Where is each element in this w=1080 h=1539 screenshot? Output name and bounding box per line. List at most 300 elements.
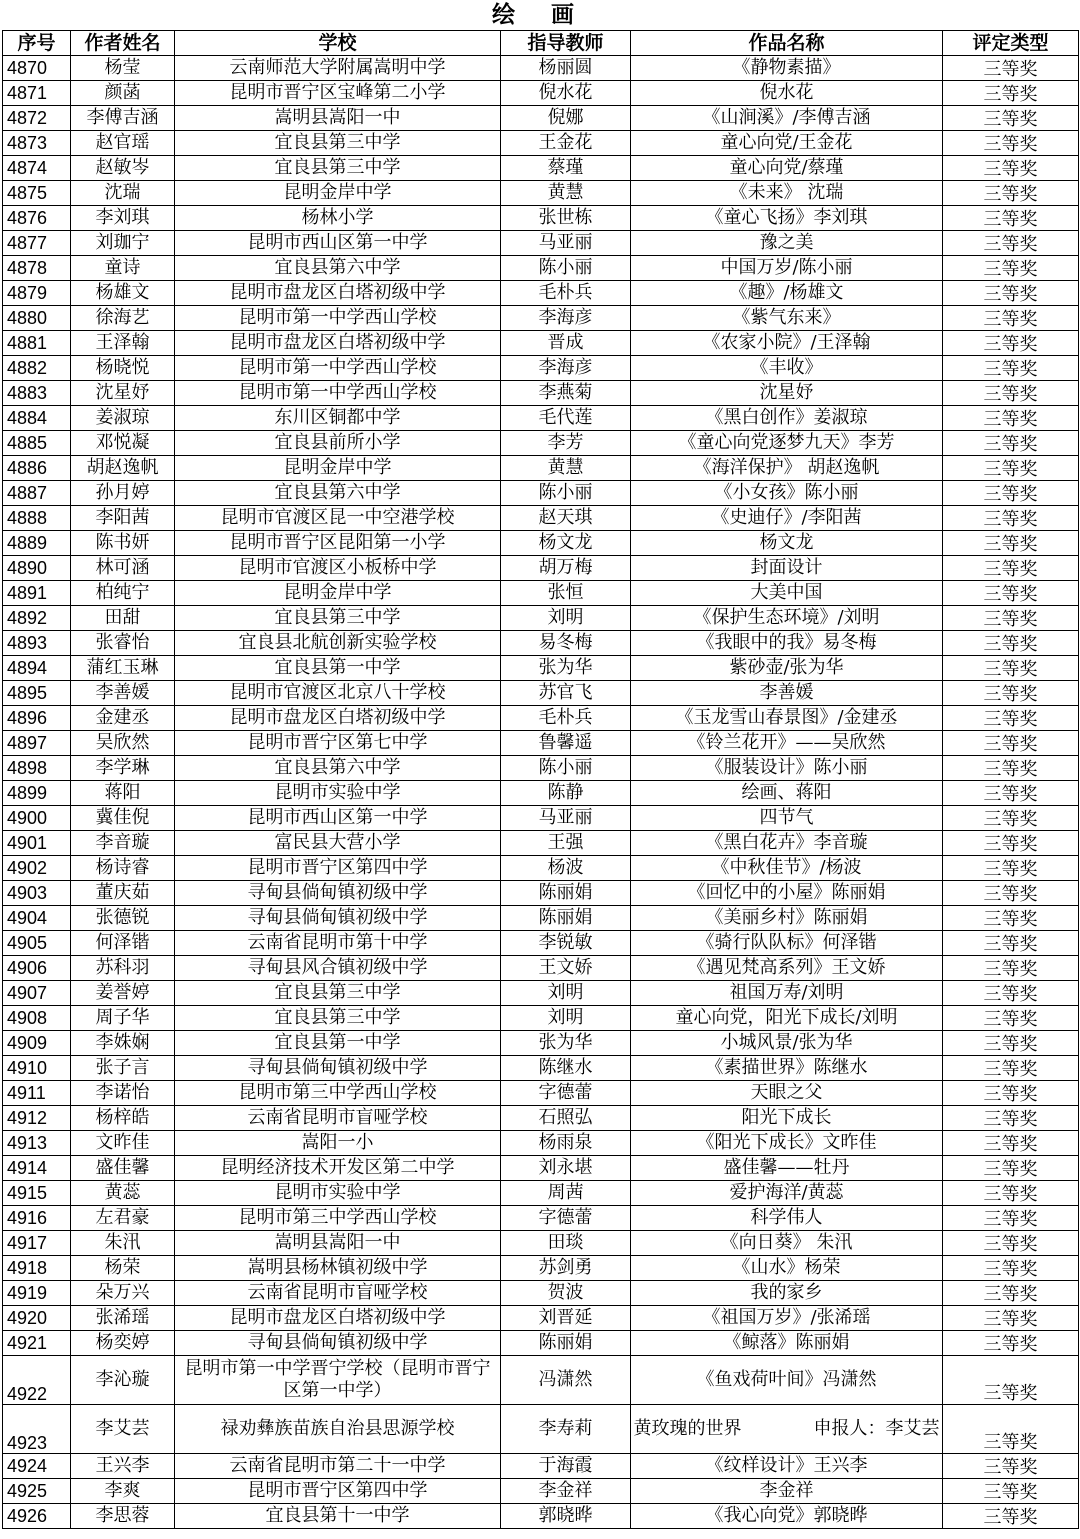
award-cell: 三等奖 [943,256,1079,281]
author-cell: 林可涵 [71,556,175,581]
serial-cell: 4898 [3,756,71,781]
author-cell: 柏纯宁 [71,581,175,606]
teacher-cell: 杨文龙 [501,531,631,556]
serial-cell: 4884 [3,406,71,431]
award-cell: 三等奖 [943,1331,1079,1356]
work-title-cell: 李金祥 [631,1479,943,1504]
school-cell: 嵩明县嵩阳一中 [175,106,501,131]
serial-cell: 4906 [3,956,71,981]
work-title-cell: 《海洋保护》 胡赵逸帆 [631,456,943,481]
serial-cell: 4876 [3,206,71,231]
school-cell: 昆明经济技术开发区第二中学 [175,1156,501,1181]
table-row [3,706,1079,731]
school-cell: 云南师范大学附属嵩明中学 [175,56,501,81]
serial-cell: 4880 [3,306,71,331]
teacher-cell: 刘晋延 [501,1306,631,1331]
table-row [3,556,1079,581]
teacher-cell: 李芳 [501,431,631,456]
author-cell: 王兴李 [71,1454,175,1479]
table-row [3,531,1079,556]
work-title-cell: 《静物素描》 [631,56,943,81]
school-cell: 昆明金岸中学 [175,581,501,606]
table-row [3,406,1079,431]
award-cell: 三等奖 [943,931,1079,956]
award-cell: 三等奖 [943,531,1079,556]
teacher-cell: 毛代莲 [501,406,631,431]
serial-cell: 4885 [3,431,71,456]
author-cell: 刘珈宁 [71,231,175,256]
award-cell: 三等奖 [943,356,1079,381]
teacher-cell: 胡万梅 [501,556,631,581]
school-cell: 宜良县第三中学 [175,1006,501,1031]
table-row [3,1479,1079,1504]
teacher-cell: 马亚丽 [501,806,631,831]
serial-cell: 4888 [3,506,71,531]
award-cell: 三等奖 [943,1256,1079,1281]
serial-cell: 4870 [3,56,71,81]
serial-cell: 4875 [3,181,71,206]
teacher-cell: 晋成 [501,331,631,356]
work-title-cell: 《我心向党》郭晓晔 [631,1504,943,1529]
table-row [3,1106,1079,1131]
teacher-cell: 蔡瑾 [501,156,631,181]
author-cell: 杨雄文 [71,281,175,306]
author-cell: 张子言 [71,1056,175,1081]
award-cell: 三等奖 [943,1006,1079,1031]
serial-cell: 4878 [3,256,71,281]
work-title-cell: 《服装设计》陈小丽 [631,756,943,781]
school-cell: 昆明市西山区第一中学 [175,806,501,831]
author-cell: 左君豪 [71,1206,175,1231]
table-body [3,56,1079,1529]
header-school: 学校 [175,31,501,56]
table-row [3,1454,1079,1479]
teacher-cell: 字德蕾 [501,1081,631,1106]
table-row [3,1405,1079,1454]
award-cell: 三等奖 [943,1156,1079,1181]
table-header-row [3,31,1079,56]
table-row [3,631,1079,656]
table-row [3,1156,1079,1181]
work-title-cell: 《遇见梵高系列》王文娇 [631,956,943,981]
serial-cell: 4879 [3,281,71,306]
teacher-cell: 易冬梅 [501,631,631,656]
table-row [3,1031,1079,1056]
work-title-cell: 封面设计 [631,556,943,581]
award-cell: 三等奖 [943,306,1079,331]
author-cell: 徐海艺 [71,306,175,331]
school-cell: 昆明市盘龙区白塔初级中学 [175,331,501,356]
award-cell: 三等奖 [943,1504,1079,1529]
school-cell: 寻甸县风合镇初级中学 [175,956,501,981]
school-cell: 宜良县第十一中学 [175,1504,501,1529]
table-row [3,456,1079,481]
serial-cell: 4892 [3,606,71,631]
work-title-cell: 黄玫瑰的世界 申报人：李艾芸 [631,1405,943,1454]
serial-cell: 4905 [3,931,71,956]
award-cell: 三等奖 [943,281,1079,306]
author-cell: 杨荣 [71,1256,175,1281]
teacher-cell: 苏官飞 [501,681,631,706]
serial-cell: 4895 [3,681,71,706]
teacher-cell: 张为华 [501,1031,631,1056]
serial-cell: 4915 [3,1181,71,1206]
serial-cell: 4923 [3,1405,71,1454]
table-row [3,731,1079,756]
teacher-cell: 张为华 [501,656,631,681]
school-cell: 宜良县第六中学 [175,256,501,281]
work-title-cell: 阳光下成长 [631,1106,943,1131]
author-cell: 李傅吉涵 [71,106,175,131]
table-row [3,431,1079,456]
work-title-cell: 《玉龙雪山春景图》/金建丞 [631,706,943,731]
school-cell: 昆明市实验中学 [175,1181,501,1206]
school-cell: 昆明市盘龙区白塔初级中学 [175,281,501,306]
author-cell: 文昨佳 [71,1131,175,1156]
school-cell: 昆明市第一中学西山学校 [175,306,501,331]
table-row [3,131,1079,156]
work-title-cell: 李善媛 [631,681,943,706]
school-cell: 昆明市官渡区北京八十学校 [175,681,501,706]
award-cell: 三等奖 [943,331,1079,356]
school-cell: 云南省昆明市盲哑学校 [175,1281,501,1306]
work-title-cell: 小城风景/张为华 [631,1031,943,1056]
serial-cell: 4901 [3,831,71,856]
teacher-cell: 李海彦 [501,356,631,381]
author-cell: 张睿怡 [71,631,175,656]
award-cell: 三等奖 [943,381,1079,406]
teacher-cell: 田琰 [501,1231,631,1256]
work-title-cell: 《黑白创作》姜淑琼 [631,406,943,431]
header-teacher: 指导教师 [501,31,631,56]
serial-cell: 4894 [3,656,71,681]
author-cell: 何泽锴 [71,931,175,956]
teacher-cell: 郭晓晔 [501,1504,631,1529]
teacher-cell: 贺波 [501,1281,631,1306]
serial-cell: 4925 [3,1479,71,1504]
author-cell: 吴欣然 [71,731,175,756]
table-row [3,356,1079,381]
header-award-type: 评定类型 [943,31,1079,56]
teacher-cell: 马亚丽 [501,231,631,256]
author-cell: 王泽翰 [71,331,175,356]
work-title-cell: 童心向党/蔡瑾 [631,156,943,181]
serial-cell: 4922 [3,1356,71,1405]
author-cell: 盛佳馨 [71,1156,175,1181]
teacher-cell: 王文娇 [501,956,631,981]
serial-cell: 4912 [3,1106,71,1131]
table-row [3,481,1079,506]
teacher-cell: 杨丽圆 [501,56,631,81]
work-title-cell: 《鲸落》陈丽娟 [631,1331,943,1356]
work-title-cell: 童心向党/王金花 [631,131,943,156]
award-cell: 三等奖 [943,1106,1079,1131]
author-cell: 姜淑琼 [71,406,175,431]
teacher-cell: 李燕菊 [501,381,631,406]
school-cell: 云南省昆明市盲哑学校 [175,1106,501,1131]
serial-cell: 4877 [3,231,71,256]
award-cell: 三等奖 [943,556,1079,581]
table-row [3,606,1079,631]
award-cell: 三等奖 [943,831,1079,856]
award-cell: 三等奖 [943,881,1079,906]
author-cell: 陈书妍 [71,531,175,556]
author-cell: 李爽 [71,1479,175,1504]
author-cell: 沈瑞 [71,181,175,206]
award-cell: 三等奖 [943,106,1079,131]
school-cell: 昆明金岸中学 [175,181,501,206]
teacher-cell: 张世栋 [501,206,631,231]
teacher-cell: 刘明 [501,1006,631,1031]
serial-cell: 4881 [3,331,71,356]
award-cell: 三等奖 [943,956,1079,981]
work-title-cell: 《中秋佳节》/杨波 [631,856,943,881]
table-row [3,981,1079,1006]
work-title-cell: 《小女孩》陈小丽 [631,481,943,506]
award-cell: 三等奖 [943,431,1079,456]
table-row [3,206,1079,231]
teacher-cell: 李金祥 [501,1479,631,1504]
teacher-cell: 刘永堪 [501,1156,631,1181]
teacher-cell: 黄慧 [501,456,631,481]
author-cell: 李阳茜 [71,506,175,531]
table-row [3,806,1079,831]
serial-cell: 4886 [3,456,71,481]
author-cell: 李艾芸 [71,1405,175,1454]
award-cell: 三等奖 [943,1405,1079,1454]
table-row [3,231,1079,256]
author-cell: 金建丞 [71,706,175,731]
school-cell: 宜良县第一中学 [175,1031,501,1056]
teacher-cell: 苏剑勇 [501,1256,631,1281]
author-cell: 张浠瑶 [71,1306,175,1331]
work-title-cell: 《童心向党逐梦九天》李芳 [631,431,943,456]
award-cell: 三等奖 [943,406,1079,431]
author-cell: 孙月婷 [71,481,175,506]
table-row [3,331,1079,356]
table-row [3,381,1079,406]
serial-cell: 4874 [3,156,71,181]
school-cell: 宜良县第三中学 [175,606,501,631]
award-cell: 三等奖 [943,856,1079,881]
serial-cell: 4913 [3,1131,71,1156]
table-row [3,681,1079,706]
teacher-cell: 于海霞 [501,1454,631,1479]
author-cell: 邓悦凝 [71,431,175,456]
table-row [3,1231,1079,1256]
school-cell: 昆明市官渡区小板桥中学 [175,556,501,581]
teacher-cell: 刘明 [501,981,631,1006]
teacher-cell: 陈丽娟 [501,881,631,906]
serial-cell: 4919 [3,1281,71,1306]
author-cell: 蒋阳 [71,781,175,806]
teacher-cell: 杨雨泉 [501,1131,631,1156]
award-cell: 三等奖 [943,656,1079,681]
author-cell: 董庆茹 [71,881,175,906]
work-title-cell: 《鱼戏荷叶间》冯潇然 [631,1356,943,1405]
work-title-cell: 绘画、蒋阳 [631,781,943,806]
serial-cell: 4917 [3,1231,71,1256]
author-cell: 李沁璇 [71,1356,175,1405]
table-row [3,256,1079,281]
school-cell: 昆明市晋宁区第七中学 [175,731,501,756]
work-title-cell: 祖国万寿/刘明 [631,981,943,1006]
author-cell: 颜菡 [71,81,175,106]
teacher-cell: 字德蕾 [501,1206,631,1231]
school-cell: 昆明市第一中学西山学校 [175,356,501,381]
awards-table [2,30,1079,1529]
award-cell: 三等奖 [943,1131,1079,1156]
work-title-cell: 中国万岁/陈小丽 [631,256,943,281]
table-row [3,906,1079,931]
table-row [3,781,1079,806]
school-cell: 昆明市第一中学西山学校 [175,381,501,406]
work-title-cell: 《童心飞扬》李刘琪 [631,206,943,231]
work-title-cell: 《保护生态环境》/刘明 [631,606,943,631]
school-cell: 东川区铜都中学 [175,406,501,431]
award-cell: 三等奖 [943,1031,1079,1056]
school-cell: 昆明市晋宁区第四中学 [175,856,501,881]
serial-cell: 4907 [3,981,71,1006]
award-cell: 三等奖 [943,606,1079,631]
school-cell: 昆明市晋宁区宝峰第二小学 [175,81,501,106]
award-cell: 三等奖 [943,781,1079,806]
table-row [3,81,1079,106]
serial-cell: 4871 [3,81,71,106]
author-cell: 杨梓皓 [71,1106,175,1131]
serial-cell: 4882 [3,356,71,381]
school-cell: 宜良县第三中学 [175,131,501,156]
award-cell: 三等奖 [943,1181,1079,1206]
school-cell: 宜良县第六中学 [175,756,501,781]
author-cell: 黄蕊 [71,1181,175,1206]
serial-cell: 4916 [3,1206,71,1231]
award-cell: 三等奖 [943,981,1079,1006]
school-cell: 杨林小学 [175,206,501,231]
teacher-cell: 毛朴兵 [501,706,631,731]
author-cell: 胡赵逸帆 [71,456,175,481]
table-row [3,881,1079,906]
author-cell: 杨莹 [71,56,175,81]
award-cell: 三等奖 [943,131,1079,156]
serial-cell: 4902 [3,856,71,881]
teacher-cell: 毛朴兵 [501,281,631,306]
teacher-cell: 陈丽娟 [501,906,631,931]
school-cell: 嵩明县杨林镇初级中学 [175,1256,501,1281]
author-cell: 杨晓悦 [71,356,175,381]
author-cell: 杨诗睿 [71,856,175,881]
work-title-cell: 爱护海洋/黄蕊 [631,1181,943,1206]
table-row [3,856,1079,881]
author-cell: 朱汛 [71,1231,175,1256]
serial-cell: 4883 [3,381,71,406]
teacher-cell: 陈丽娟 [501,1331,631,1356]
author-cell: 李音璇 [71,831,175,856]
table-row [3,506,1079,531]
serial-cell: 4914 [3,1156,71,1181]
school-cell: 云南省昆明市第十中学 [175,931,501,956]
award-cell: 三等奖 [943,1356,1079,1405]
award-cell: 三等奖 [943,581,1079,606]
school-cell: 宜良县第六中学 [175,481,501,506]
work-title-cell: 沈星妤 [631,381,943,406]
work-title-cell: 童心向党，阳光下成长/刘明 [631,1006,943,1031]
teacher-cell: 陈继水 [501,1056,631,1081]
work-title-cell: 《趣》/杨雄文 [631,281,943,306]
school-cell: 宜良县前所小学 [175,431,501,456]
table-row [3,756,1079,781]
work-title-cell: 杨文龙 [631,531,943,556]
serial-cell: 4900 [3,806,71,831]
table-row [3,56,1079,81]
author-cell: 苏科羽 [71,956,175,981]
award-cell: 三等奖 [943,1056,1079,1081]
school-cell: 嵩阳一小 [175,1131,501,1156]
award-cell: 三等奖 [943,1206,1079,1231]
teacher-cell: 王金花 [501,131,631,156]
school-cell: 昆明市第三中学西山学校 [175,1081,501,1106]
award-cell: 三等奖 [943,1479,1079,1504]
teacher-cell: 李锐敏 [501,931,631,956]
school-cell: 嵩明县嵩阳一中 [175,1231,501,1256]
work-title-cell: 《山涧溪》/李傅吉涵 [631,106,943,131]
table-row [3,1181,1079,1206]
award-cell: 三等奖 [943,231,1079,256]
school-cell: 寻甸县倘甸镇初级中学 [175,881,501,906]
table-row [3,1356,1079,1405]
teacher-cell: 李海彦 [501,306,631,331]
author-cell: 李刘琪 [71,206,175,231]
table-row [3,656,1079,681]
author-cell: 杨奕婷 [71,1331,175,1356]
table-row [3,1206,1079,1231]
author-cell: 张德锐 [71,906,175,931]
serial-cell: 4897 [3,731,71,756]
teacher-cell: 倪娜 [501,106,631,131]
award-cell: 三等奖 [943,156,1079,181]
teacher-cell: 倪水花 [501,81,631,106]
serial-cell: 4873 [3,131,71,156]
school-cell: 宜良县北航创新实验学校 [175,631,501,656]
work-title-cell: 四节气 [631,806,943,831]
award-cell: 三等奖 [943,681,1079,706]
award-cell: 三等奖 [943,1081,1079,1106]
serial-cell: 4896 [3,706,71,731]
work-title-cell: 《我眼中的我》易冬梅 [631,631,943,656]
award-cell: 三等奖 [943,1454,1079,1479]
serial-cell: 4872 [3,106,71,131]
serial-cell: 4904 [3,906,71,931]
author-cell: 童诗 [71,256,175,281]
serial-cell: 4921 [3,1331,71,1356]
serial-cell: 4911 [3,1081,71,1106]
serial-cell: 4890 [3,556,71,581]
table-row [3,1281,1079,1306]
work-title-cell: 《铃兰花开》——吴欣然 [631,731,943,756]
table-row [3,581,1079,606]
work-title-cell: 《纹样设计》王兴李 [631,1454,943,1479]
author-cell: 田甜 [71,606,175,631]
teacher-cell: 冯潇然 [501,1356,631,1405]
teacher-cell: 陈小丽 [501,256,631,281]
teacher-cell: 陈小丽 [501,481,631,506]
serial-cell: 4899 [3,781,71,806]
award-cell: 三等奖 [943,81,1079,106]
award-cell: 三等奖 [943,1231,1079,1256]
school-cell: 昆明市第一中学晋宁学校（昆明市晋宁区第一中学） [175,1356,501,1405]
header-author: 作者姓名 [71,31,175,56]
work-title-cell: 科学伟人 [631,1206,943,1231]
